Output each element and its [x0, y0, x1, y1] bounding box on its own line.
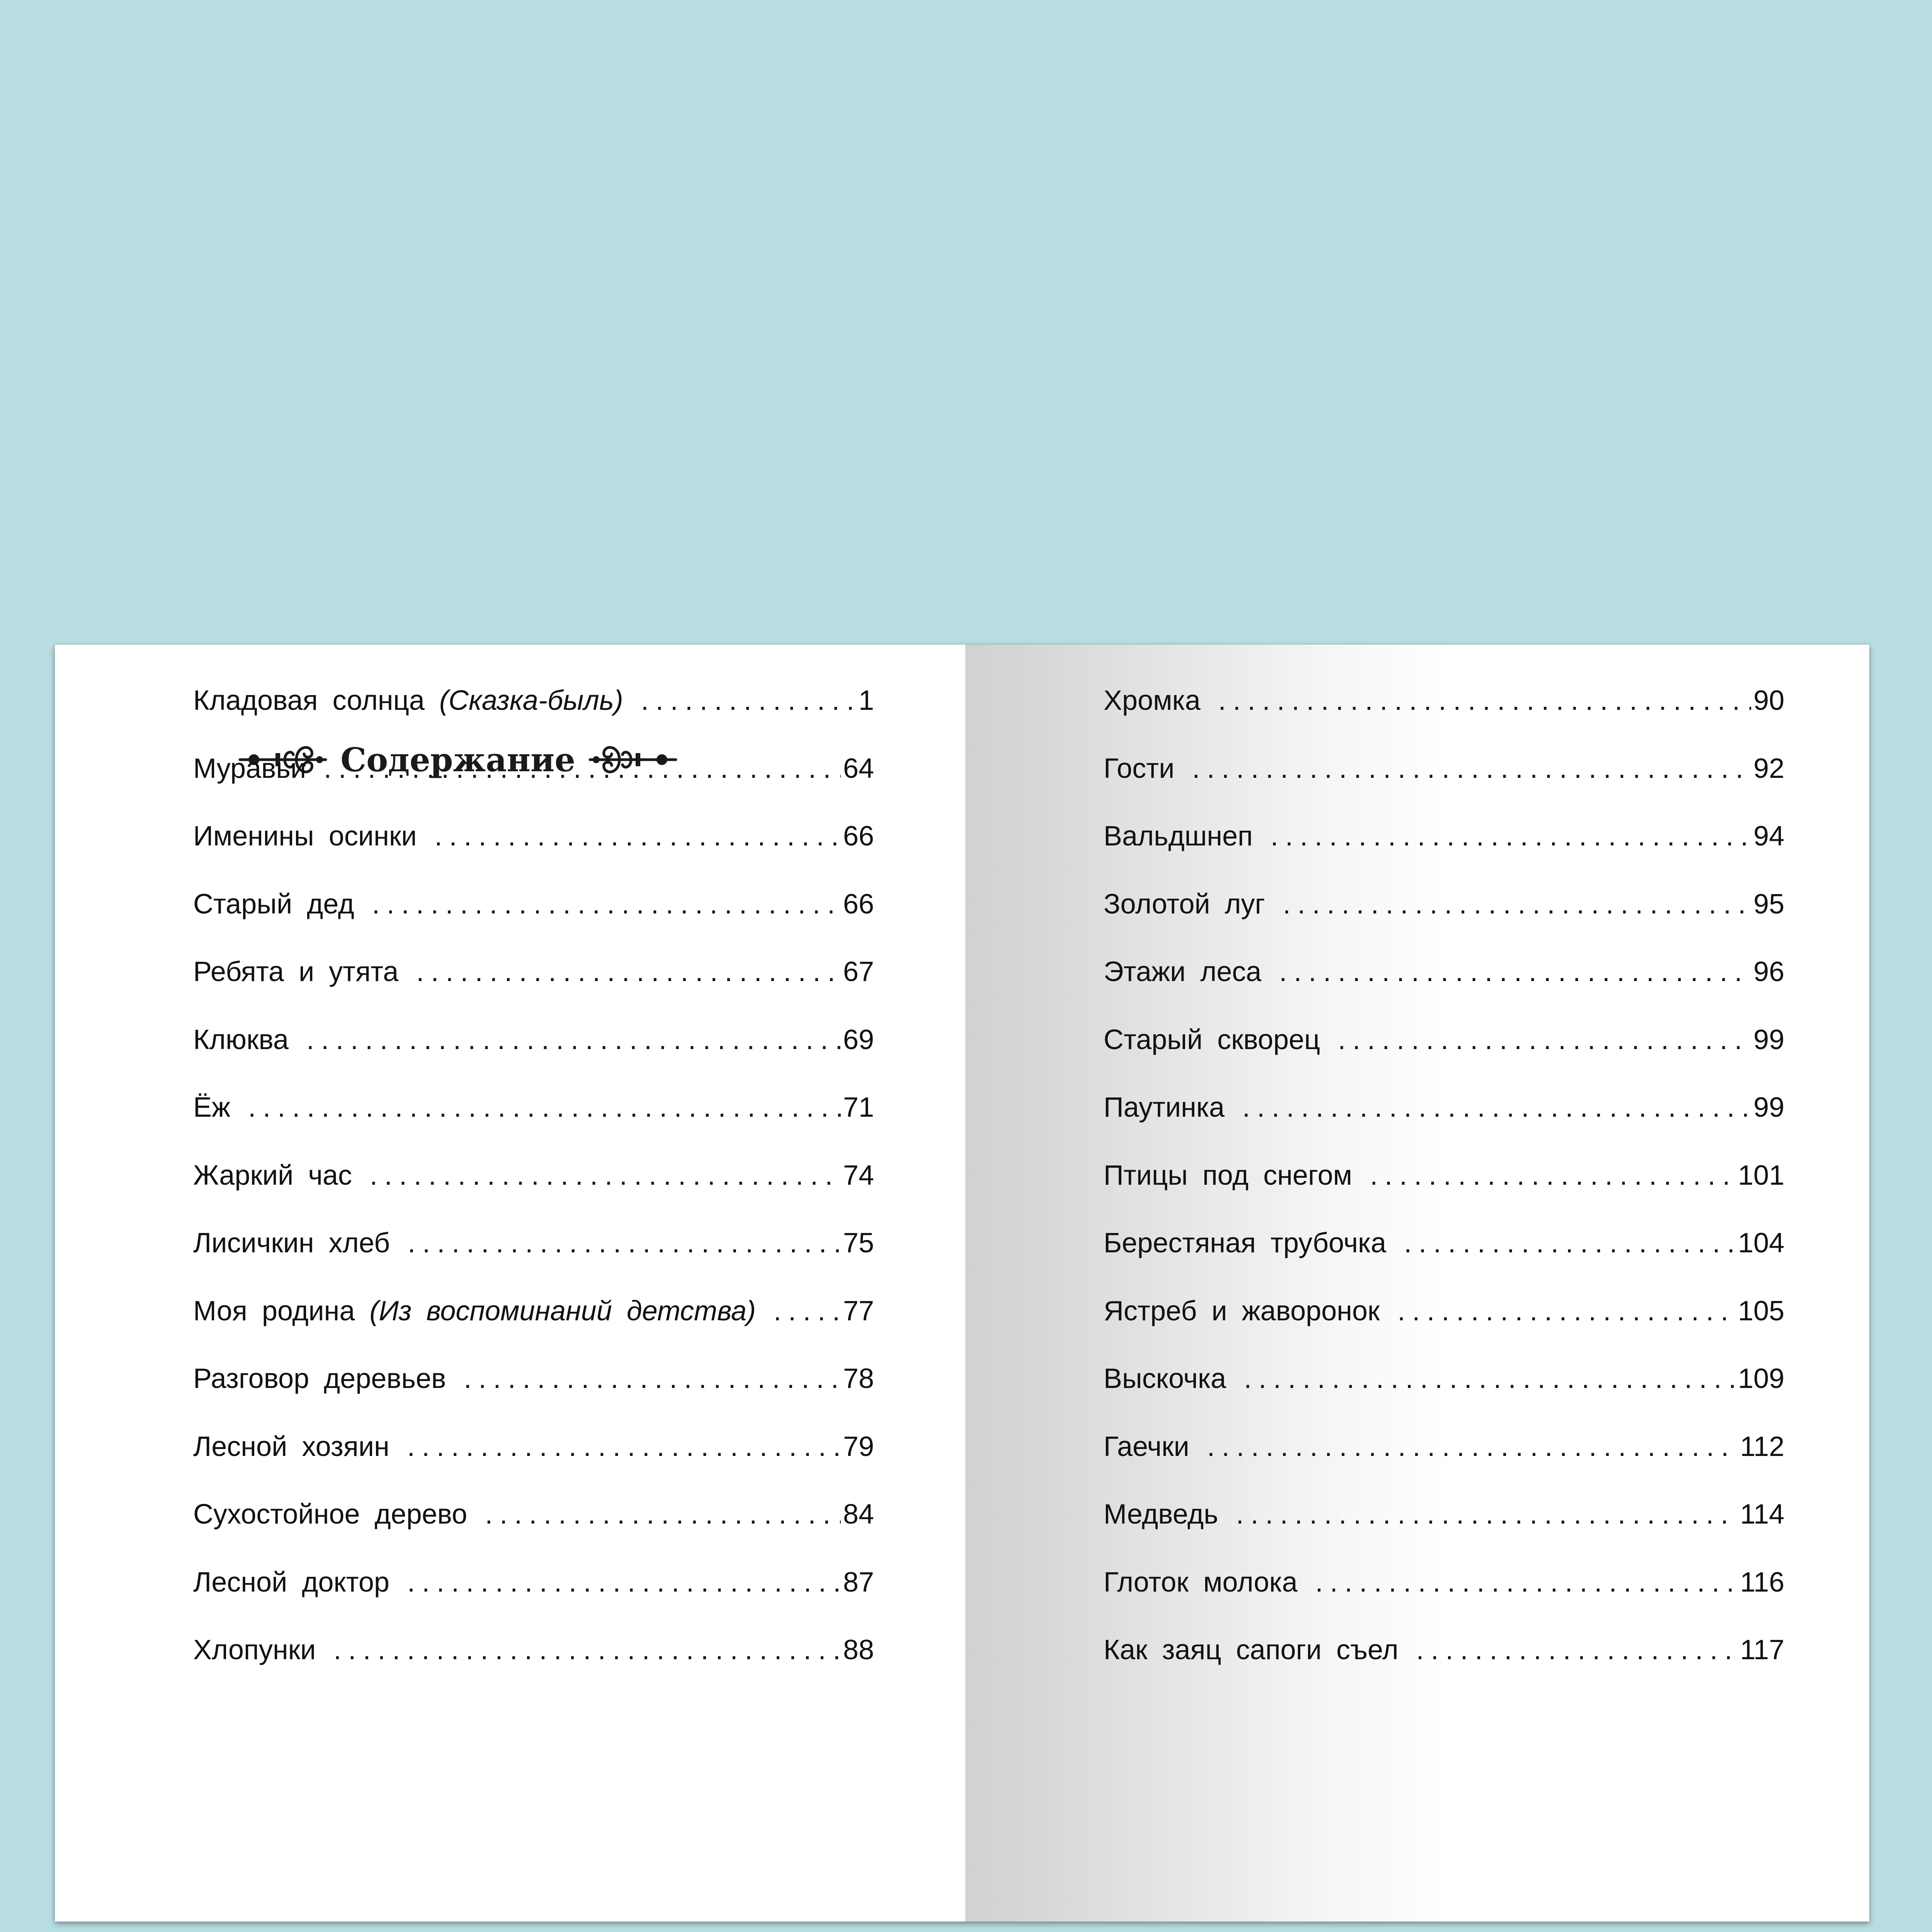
right-page: [965, 645, 1869, 1922]
toc-entry-title: [1104, 1227, 1386, 1259]
toc-dot-leader: [1236, 1498, 1738, 1530]
toc-entry-title-text: Глоток молока: [1104, 1566, 1298, 1598]
toc-entry[interactable]: [1104, 1160, 1784, 1206]
toc-entry-title-text: Этажи леса: [1104, 956, 1262, 987]
toc-entry-title: [193, 1431, 389, 1463]
toc-page-number: 101: [1738, 1160, 1784, 1191]
toc-entry[interactable]: [193, 685, 874, 731]
toc-page-number: 105: [1738, 1295, 1784, 1327]
toc-entry[interactable]: [193, 820, 874, 867]
toc-entry[interactable]: [193, 1295, 874, 1342]
toc-entry-title: [193, 1295, 756, 1327]
toc-dot-leader: [333, 1634, 841, 1666]
toc-entry-subtitle: (Из воспоминаний детства): [369, 1295, 756, 1327]
toc-entry-subtitle: (Сказка-быль): [439, 685, 623, 716]
toc-page-number: 64: [843, 753, 874, 784]
toc-entry[interactable]: [1104, 1566, 1784, 1613]
toc-entry-title: [1104, 1634, 1398, 1666]
toc-entry-title-text: Паутинка: [1104, 1092, 1225, 1123]
toc-dot-leader: [1404, 1227, 1736, 1259]
toc-entry[interactable]: [1104, 956, 1784, 1002]
toc-dot-leader: [248, 1092, 841, 1123]
toc-entry[interactable]: [1104, 753, 1784, 799]
toc-entry-title: [193, 1227, 390, 1259]
toc-entry-title-text: Старый дед: [193, 888, 354, 920]
toc-entry[interactable]: [193, 956, 874, 1002]
toc-entry-title: [1104, 1498, 1218, 1530]
toc-entry-title-text: Золотой луг: [1104, 888, 1265, 920]
toc-page-number: 74: [843, 1160, 874, 1191]
toc-entry-title: [193, 1024, 289, 1056]
toc-entry[interactable]: [193, 1092, 874, 1138]
toc-dot-leader: [1283, 888, 1751, 920]
toc-entry-title: [1104, 1024, 1320, 1056]
toc-entry[interactable]: [1104, 1227, 1784, 1274]
toc-entry-title: [1104, 1092, 1225, 1123]
toc-dot-leader: [464, 1363, 841, 1395]
toc-entry-title: [1104, 1431, 1189, 1463]
toc-entry-title-text: Как заяц сапоги съел: [1104, 1634, 1398, 1665]
toc-entry-title: [193, 888, 354, 920]
toc-page-number: 69: [843, 1024, 874, 1055]
toc-entry-title-text: Гости: [1104, 753, 1175, 784]
toc-dot-leader: [1279, 956, 1751, 988]
toc-entry-title: [193, 956, 398, 988]
toc-entry-title-text: Медведь: [1104, 1499, 1218, 1530]
toc-page-number: 104: [1738, 1228, 1784, 1259]
toc-entry[interactable]: [193, 1566, 874, 1613]
toc-entry-title: [1104, 888, 1265, 920]
toc-entry-title-text: Разговор деревьев: [193, 1363, 446, 1394]
toc-entry-title-text: Гаечки: [1104, 1431, 1189, 1462]
toc-entry-title: [1104, 1566, 1298, 1598]
toc-entry-title: [1104, 956, 1261, 988]
toc-page-number: 114: [1740, 1499, 1784, 1530]
toc-entry-title-text: Птицы под снегом: [1104, 1160, 1352, 1191]
toc-entry-title: [193, 685, 623, 716]
toc-entry-title-text: Моя родина: [193, 1295, 355, 1327]
toc-page-number: 92: [1753, 753, 1784, 784]
toc-entry[interactable]: [1104, 1295, 1784, 1342]
toc-entry-title-text: Хлопунки: [193, 1634, 316, 1665]
toc-dot-leader: [1242, 1092, 1751, 1123]
toc-entry-title: [1104, 753, 1174, 784]
toc-entry[interactable]: [1104, 1498, 1784, 1545]
toc-entry[interactable]: [193, 1498, 874, 1545]
toc-entry[interactable]: [1104, 1431, 1784, 1477]
toc-entry-title: [193, 1160, 352, 1191]
toc-entry-title: [1104, 1295, 1380, 1327]
toc-entry[interactable]: [193, 888, 874, 935]
toc-entry-title-text: Берестяная трубочка: [1104, 1228, 1386, 1259]
toc-entry-title: [193, 820, 417, 852]
toc-title: Содержание: [340, 740, 575, 779]
toc-page-number: 117: [1740, 1634, 1784, 1665]
toc-entry-title-text: Старый скворец: [1104, 1024, 1320, 1055]
toc-entry[interactable]: [1104, 685, 1784, 731]
toc-page-number: 77: [843, 1295, 874, 1327]
toc-entry[interactable]: [193, 1634, 874, 1680]
toc-page-number: 116: [1740, 1566, 1784, 1598]
toc-entry-title-text: Именины осинки: [193, 821, 417, 852]
toc-entry[interactable]: [1104, 820, 1784, 867]
toc-page-number: 78: [843, 1363, 874, 1394]
toc-page-number: 1: [858, 685, 874, 716]
toc-dot-leader: [407, 1566, 841, 1598]
toc-dot-leader: [407, 1431, 841, 1463]
toc-dot-leader: [1192, 753, 1751, 784]
toc-page-number: 99: [1753, 1092, 1784, 1123]
toc-page-number: 96: [1753, 956, 1784, 987]
toc-entry-title: [1104, 685, 1201, 716]
toc-entry-title-text: Клюква: [193, 1024, 289, 1055]
toc-entry-title-text: Лесной доктор: [193, 1566, 389, 1598]
toc-entry-title: [1104, 820, 1253, 852]
toc-entry-title-text: Муравьи: [193, 753, 306, 784]
toc-page-number: 88: [843, 1634, 874, 1665]
toc-entry[interactable]: [1104, 1024, 1784, 1070]
toc-dot-leader: [1398, 1295, 1736, 1327]
toc-entry[interactable]: [193, 1431, 874, 1477]
toc-entry[interactable]: [1104, 1363, 1784, 1409]
toc-dot-leader: [774, 1295, 841, 1327]
toc-dot-leader: [408, 1227, 841, 1259]
toc-entry-title: [193, 1363, 446, 1395]
toc-dot-leader: [435, 820, 841, 852]
toc-page-number: 94: [1753, 821, 1784, 852]
toc-dot-leader: [485, 1498, 841, 1530]
toc-entry-title-text: Сухостойное дерево: [193, 1499, 468, 1530]
toc-entry[interactable]: [193, 1160, 874, 1206]
toc-entry-title: [193, 1498, 467, 1530]
toc-entry[interactable]: [1104, 1634, 1784, 1680]
toc-dot-leader: [1270, 820, 1751, 852]
toc-entry-title-text: Ребята и утята: [193, 956, 399, 987]
toc-page-number: 66: [843, 888, 874, 920]
toc-dot-leader: [416, 956, 841, 988]
toc-entry[interactable]: [193, 753, 874, 799]
toc-page-number: 66: [843, 821, 874, 852]
toc-page-number: 99: [1753, 1024, 1784, 1055]
toc-dot-leader: [306, 1024, 841, 1056]
toc-dot-leader: [641, 685, 856, 716]
toc-entry[interactable]: [1104, 888, 1784, 935]
toc-page-number: 84: [843, 1499, 874, 1530]
toc-entry-title-text: Хромка: [1104, 685, 1201, 716]
toc-dot-leader: [370, 1160, 841, 1191]
toc-page-number: 67: [843, 956, 874, 987]
toc-page-number: 71: [843, 1092, 874, 1123]
toc-entry-title-text: Кладовая солнца: [193, 685, 425, 716]
toc-entry-title-text: Ястреб и жаворонок: [1104, 1295, 1380, 1327]
toc-page-number: 75: [843, 1228, 874, 1259]
toc-entry[interactable]: [193, 1024, 874, 1070]
toc-dot-leader: [1338, 1024, 1751, 1056]
toc-page-number: 95: [1753, 888, 1784, 920]
toc-entry-title-text: Выскочка: [1104, 1363, 1226, 1394]
toc-dot-leader: [324, 753, 841, 784]
toc-entry-title-text: Вальдшнеп: [1104, 821, 1253, 852]
toc-dot-leader: [1416, 1634, 1738, 1666]
toc-entry-title: [193, 1634, 316, 1666]
toc-page-number: 79: [843, 1431, 874, 1462]
toc-entry-title: [193, 1566, 389, 1598]
toc-dot-leader: [372, 888, 841, 920]
toc-page-number: 90: [1753, 685, 1784, 716]
toc-entry-title: [1104, 1363, 1226, 1395]
toc-entry[interactable]: [193, 1363, 874, 1409]
toc-entry-title-text: Лесной хозяин: [193, 1431, 389, 1462]
toc-dot-leader: [1370, 1160, 1735, 1191]
toc-dot-leader: [1218, 685, 1751, 716]
left-page: [55, 645, 965, 1922]
toc-entry[interactable]: [1104, 1092, 1784, 1138]
book-spread: [55, 645, 1869, 1922]
toc-dot-leader: [1244, 1363, 1736, 1395]
toc-entry-title: [193, 753, 306, 784]
toc-page-number: 87: [843, 1566, 874, 1598]
toc-dot-leader: [1207, 1431, 1738, 1463]
toc-entry[interactable]: [193, 1227, 874, 1274]
toc-entry-title-text: Ёж: [193, 1092, 231, 1123]
toc-page-number: 112: [1740, 1431, 1784, 1462]
toc-entry-title: [1104, 1160, 1352, 1191]
toc-entry-title-text: Жаркий час: [193, 1160, 352, 1191]
toc-dot-leader: [1315, 1566, 1738, 1598]
toc-entry-title-text: Лисичкин хлеб: [193, 1228, 390, 1259]
toc-entry-title: [193, 1092, 230, 1123]
toc-page-number: 109: [1738, 1363, 1784, 1394]
